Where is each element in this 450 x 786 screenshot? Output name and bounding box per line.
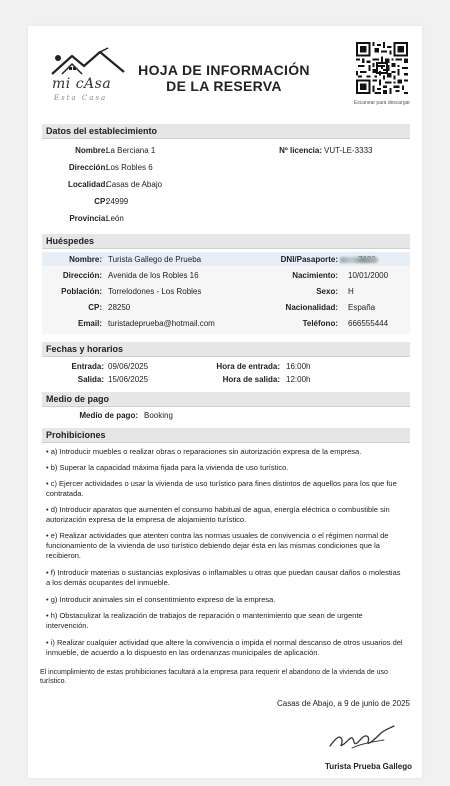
prohibicion-item: • a) Introducir muebles o realizar obras o reparaciones sin autorización expresa de la empresa.	[46, 447, 362, 456]
signature-icon	[324, 720, 404, 756]
prohibicion-item: • c) Ejercer actividades o usar la vivienda de uso turístico para fines distintos de aquellos para los que fue contratada.	[46, 479, 397, 498]
licencia-label: Nº licencia:	[279, 146, 322, 155]
section-huespedes: Huéspedes	[42, 234, 410, 249]
title-line-1: HOJA DE INFORMACIÓN	[138, 62, 310, 78]
establecimiento-direccion-label: Dirección:	[68, 163, 108, 172]
nacimiento-label: Nacimiento:	[292, 271, 338, 280]
establecimiento-provincia: León	[106, 214, 124, 223]
salida-label: Salida:	[77, 375, 104, 384]
reservation-sheet	[28, 26, 422, 778]
prohibicion-item: • e) Realizar actividades que atenten contra las normas usuales de convivencia o el régimen normal de funcionamiento de la vivienda de uso turístico debiendo dejar ésta en las mismas condiciones que la recibieron.	[46, 531, 389, 560]
brand-logo	[48, 44, 128, 104]
signer-name: Turista Prueba Gallego	[325, 762, 412, 771]
section-establecimiento: Datos del establecimiento	[42, 124, 410, 139]
establecimiento-cp-label: CP:	[94, 197, 108, 206]
huesped-cp-label: CP:	[88, 303, 102, 312]
dni-value	[340, 255, 376, 265]
huesped-cp: 28250	[108, 303, 131, 312]
entrada-label: Entrada:	[71, 362, 104, 371]
medio-pago-label: Medio de pago:	[79, 411, 138, 420]
nacionalidad-label: Nacionalidad:	[285, 303, 338, 312]
title-line-2: DE LA RESERVA	[166, 78, 282, 94]
medio-pago-value: Booking	[144, 411, 173, 420]
establecimiento-nombre-label: Nombre:	[75, 146, 108, 155]
huesped-nombre: Turista Gallego de Prueba	[108, 255, 202, 264]
hora-salida-label: Hora de salida:	[222, 375, 280, 384]
huesped-direccion-label: Dirección:	[62, 271, 102, 280]
logo-script: mi cAsa	[52, 76, 112, 92]
place-date: Casas de Abajo, a 9 de junio de 2025	[277, 699, 410, 708]
prohibiciones-note: El incumplimiento de estas prohibiciones facultará a la empresa para requerir el abandono de la vivienda de uso turístico.	[40, 669, 388, 685]
prohibicion-item: • f) Introducir materias o sustancias explosivas o inflamables u otras que puedan causar daños o molestias a los demás ocupantes del inmueble.	[46, 568, 401, 587]
sexo-label: Sexo:	[316, 287, 338, 296]
email-value: turistadeprueba@hotmail.com	[108, 319, 215, 328]
hora-entrada-label: Hora de entrada:	[216, 362, 280, 371]
establecimiento-direccion: Los Robles 6	[106, 163, 153, 172]
huesped-direccion: Avenida de los Robles 16	[108, 271, 199, 280]
house-roof-icon	[48, 44, 128, 80]
qr-code-icon[interactable]	[356, 42, 408, 94]
entrada-value: 09/06/2025	[108, 362, 149, 371]
logo-subtitle: Esta Casa	[54, 94, 108, 102]
prohibicion-item: • h) Obstaculizar la realización de trabajos de reparación o mantenimiento que sean de urgente intervención.	[46, 611, 363, 630]
salida-value: 15/06/2025	[108, 375, 149, 384]
prohibicion-item: • g) Introducir animales sin el consentimiento expreso de la empresa.	[46, 595, 276, 604]
establecimiento-localidad: Casas de Abajo	[106, 180, 163, 189]
nacimiento-value: 10/01/2000	[348, 271, 389, 280]
qr-caption: Escanear para descargar	[353, 100, 411, 106]
establecimiento-localidad-label: Localidad:	[67, 180, 108, 189]
telefono-label: Teléfono:	[302, 319, 338, 328]
section-pago: Medio de pago	[42, 392, 410, 407]
dni-redacted	[340, 257, 378, 263]
establecimiento-cp: 24999	[106, 197, 129, 206]
section-fechas: Fechas y horarios	[42, 342, 410, 357]
huesped-nombre-label: Nombre:	[69, 255, 102, 264]
establecimiento-nombre: La Berciana 1	[106, 146, 156, 155]
licencia-value: VUT-LE-3333	[324, 146, 373, 155]
email-label: Email:	[77, 319, 102, 328]
section-prohibiciones: Prohibiciones	[42, 428, 410, 443]
page-title	[136, 62, 312, 94]
hora-salida-value: 12:00h	[286, 375, 311, 384]
prohibicion-item: • d) Introducir aparatos que aumenten el consumo habitual de agua, energía eléctrica o combustible sin autorización expresa de la empresa de alojamiento turístico.	[46, 505, 390, 524]
header	[28, 26, 422, 116]
telefono-value: 666555444	[348, 319, 389, 328]
poblacion-value: Torrelodones - Los Robles	[108, 287, 202, 296]
prohibicion-item: • i) Realizar cualquier actividad que altere la convivencia o impida el normal descanso de otros usuarios del inmueble, de acuerdo a lo dispuesto en las ordenanzas municipales de aplicación.	[46, 638, 403, 657]
poblacion-label: Población:	[61, 287, 102, 296]
sexo-value: H	[348, 287, 354, 296]
nacionalidad-value: España	[348, 303, 376, 312]
dni-label: DNI/Pasaporte:	[280, 255, 338, 264]
establecimiento-provincia-label: Provincia:	[69, 214, 108, 223]
prohibicion-item: • b) Superar la capacidad máxima fijada para la vivienda de uso turístico.	[46, 463, 289, 472]
hora-entrada-value: 16:00h	[286, 362, 311, 371]
